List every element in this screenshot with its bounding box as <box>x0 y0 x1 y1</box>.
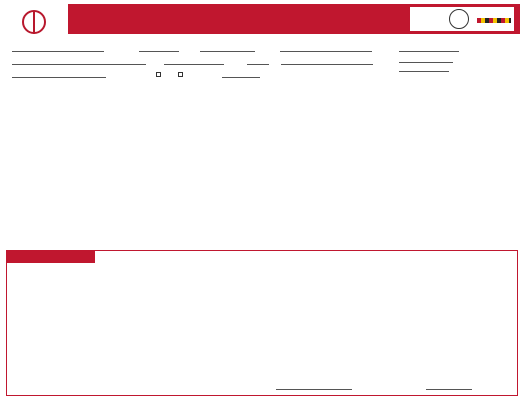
doctor-field[interactable] <box>12 46 104 52</box>
female-checkbox[interactable] <box>178 72 183 77</box>
msda-badge <box>477 16 511 23</box>
header <box>0 0 522 40</box>
city-field[interactable] <box>164 59 224 65</box>
company-logo <box>2 3 66 39</box>
notes-box[interactable] <box>6 250 518 396</box>
zip-field[interactable] <box>281 59 373 65</box>
tooth-chart <box>434 88 518 248</box>
state-field[interactable] <box>247 59 269 65</box>
date-field[interactable] <box>139 46 179 52</box>
try-in-field[interactable] <box>399 57 453 63</box>
certification-badges <box>410 7 514 31</box>
patient-name-field[interactable] <box>12 72 106 78</box>
address-field[interactable] <box>12 59 146 65</box>
signature-area <box>274 384 352 390</box>
male-checkbox[interactable] <box>156 72 161 77</box>
case-fields <box>0 44 522 84</box>
notes-title <box>7 251 95 263</box>
license-area <box>424 384 472 390</box>
age-field[interactable] <box>222 72 260 78</box>
signature-field[interactable] <box>276 384 352 390</box>
email-field[interactable] <box>280 46 372 52</box>
phone-field[interactable] <box>200 46 255 52</box>
case-return-date-field[interactable] <box>399 46 459 52</box>
prescription-options <box>6 88 432 248</box>
finish-field[interactable] <box>399 66 449 72</box>
dl-seal-icon <box>449 9 469 29</box>
license-field[interactable] <box>426 384 472 390</box>
